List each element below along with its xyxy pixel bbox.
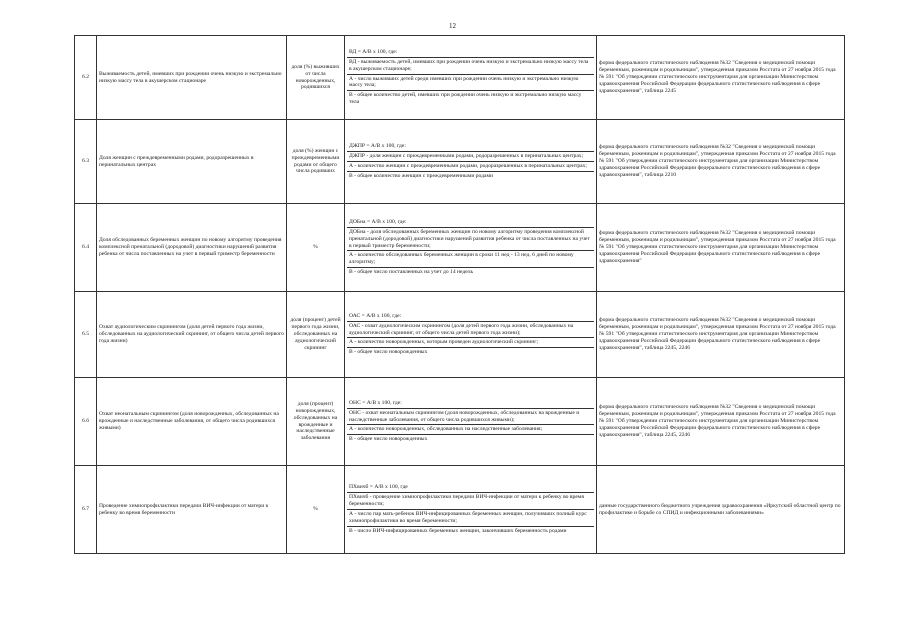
table-row [75,292,845,378]
indicator-name: Доля женщин с преждевременными родами, родоразрешенных в перинатальных центрах [97,120,287,204]
formula-line: ДОБна - доля обследованных беременных женщин по новому алгоритму проведения комплексной пренатальной (дородовой) диагностики нарушений развития ребенка от числа поставленных на учет в первый триместр беременности; [347,228,594,252]
calculation-method [345,36,597,120]
formula-line: В - число ВИЧ-инфицированных беременных женщин, закончивших беременность родами [349,527,567,534]
calculation-method [345,466,597,554]
data-source: форма федерального статистического наблюдения №32 "Сведения о медицинской помощи беременным, роженицам и родильницам", утвержденная приказом Росстата от 27 ноября 2015 года № 591 "Об утверждении статистического инструментария для организации Министерством здравоохранения Российской Федерации федерального статистического наблюдения в сфере здравоохранения", таблица 2245, 2246 [597,292,845,378]
row-number: 6.5 [75,292,97,378]
formula-line: В - общее количество детей, имевших при рождении очень низкую и экстремально низкую массу тела [349,92,582,106]
formula-line: В - общее число поставленных на учет до 14 недель [349,269,474,276]
formula-line: ПХвичб = А/В х 100, где [347,483,594,493]
formula-line: ДОБна = А/В х 100, где: [347,218,594,228]
formula-line: ВД = А/В х 100, где: [347,48,594,58]
indicator-name: Охват аудиологическим скринингом (доля детей первого года жизни, обследованных на аудиологический скрининг, от общего числа детей первого года жизни) [97,292,287,378]
formula-line: ОНС = А/В х 100, где: [347,399,594,409]
row-number: 6.2 [75,36,97,120]
calculation-method [345,204,597,292]
indicator-name: Выживаемость детей, имевших при рождении очень низкую и экстремально низкую массу тела в акушерском стационаре [97,36,287,120]
data-source: форма федерального статистического наблюдения №32 "Сведения о медицинской помощи беременным, роженицам и родильницам", утвержденная приказом Росстата от 27 ноября 2015 года № 591 "Об утверждении статистического инструментария для организации Министерством здравоохранения Российской Федерации федерального статистического наблюдения в сфере здравоохранения", таблица 2245, 2246 [597,378,845,466]
formula-line: ОАС = А/В х 100, где: [347,312,594,322]
indicators-table [74,35,845,554]
unit-of-measure: доля (процент) детей первого года жизни, обследованных на аудиологический скрининг [287,292,345,378]
formula-line: В - общее число новорожденных [349,349,428,356]
indicator-name: Доля обследованных беременных женщин по новому алгоритму проведения комплексной пренатальной (дородовой) диагностики нарушений развития ребенка от числа поставленных на учет в первый триместр беременности [97,204,287,292]
formula-line: А - число выживших детей среди имевших при рождении очень низкую и экстремально низкую массу тела; [347,75,594,92]
unit-of-measure: % [287,466,345,554]
formula-line: ПХвичб - проведение химиопрофилактики передачи ВИЧ-инфекции от матери к ребенку во время беременности; [347,493,594,510]
formula-line: А - число пар мать-ребенок ВИЧ-инфицированных беременных женщин, получивших полный курс химиопрофилактики во время беременности; [347,510,594,527]
row-number: 6.7 [75,466,97,554]
formula-line: А - количество новорожденных, обследованных на наследственные заболевания; [347,425,594,435]
formula-line: ОАС - охват аудиологическим скринингом (доля детей первого года жизни, обследованных на аудиологический скрининг, от общего числа детей первого года жизни); [347,322,594,339]
calculation-method [345,292,597,378]
table-row [75,36,845,120]
unit-of-measure: доля (процент) новорожденных, обследованных на врожденные и наследственные заболевания [287,378,345,466]
row-number: 6.6 [75,378,97,466]
indicator-name: Охват неонатальным скринингом (доля новорожденных, обследованных на врожденные и наследственные заболевания, от общего числа родившихся живыми) [97,378,287,466]
formula-line: ДЖПР - доля женщин с преждевременными родами, родоразрешенных в перинатальных центрах; [347,152,594,162]
formula-line: В - общее число новорожденных [349,436,428,443]
row-number: 6.3 [75,120,97,204]
formula-line: А - количество обследованных беременных женщин в сроки 11 нед - 13 нед. 6 дней по новому алгоритму; [347,251,594,268]
formula-line: ДЖПР = А/В х 100, где: [347,142,594,152]
unit-of-measure: доля (%) выживших от числа новорожденных, родившихся [287,36,345,120]
formula-line: В - общее количество женщин с преждевременными родами [349,172,494,179]
calculation-method [345,378,597,466]
formula-line: ВД - выживаемость детей, имевших при рождении очень низкую и экстремально низкую массу тела в акушерском стационаре; [347,58,594,75]
formula-line: А - количество новорожденных, которым проведен аудиологический скрининг; [347,338,594,348]
unit-of-measure: % [287,204,345,292]
formula-line: А - количество женщин с преждевременными родами, родоразрешенных в перинатальных центрах; [347,162,594,172]
row-number: 6.4 [75,204,97,292]
table-row [75,466,845,554]
data-source: форма федерального статистического наблюдения №32 "Сведения о медицинской помощи беременным, роженицам и родильницам", утвержденная приказом Росстата от 27 ноября 2015 года № 591 "Об утверждении статистического инструментария для организации Министерством здравоохранения Российской Федерации федерального статистического наблюдения в сфере здравоохранения" [597,204,845,292]
data-source: форма федерального статистического наблюдения №32 "Сведения о медицинской помощи беременным, роженицам и родильницам", утвержденная приказом Росстата от 27 ноября 2015 года № 591 "Об утверждении статистического инструментария для организации Министерством здравоохранения Российской Федерации федерального статистического наблюдения в сфере здравоохранения", таблица 2210 [597,120,845,204]
page-number: 12 [449,22,456,30]
table-row [75,378,845,466]
calculation-method [345,120,597,204]
data-source: форма федерального статистического наблюдения №32 "Сведения о медицинской помощи беременным, роженицам и родильницам", утвержденная приказом Росстата от 27 ноября 2015 года № 591 "Об утверждении статистического инструментария для организации Министерством здравоохранения Российской Федерации федерального статистического наблюдения в сфере здравоохранения", таблица 2245 [597,36,845,120]
table-row [75,204,845,292]
unit-of-measure: доля (%) женщин с преждевременными родами от общего числа родивших [287,120,345,204]
data-source: данные государственного бюджетного учреждения здравоохранения «Иркутский областной центр по профилактике и борьбе со СПИД и инфекционными заболеваниями» [597,466,845,554]
table-row [75,120,845,204]
formula-line: ОНС - охват неонатальным скринингом (доля новорожденных, обследованных на врожденные и наследственные заболевания, от общего числа родившихся живыми); [347,409,594,426]
indicator-name: Проведение химиопрофилактики передачи ВИЧ-инфекции от матери к ребенку во время беременности [97,466,287,554]
